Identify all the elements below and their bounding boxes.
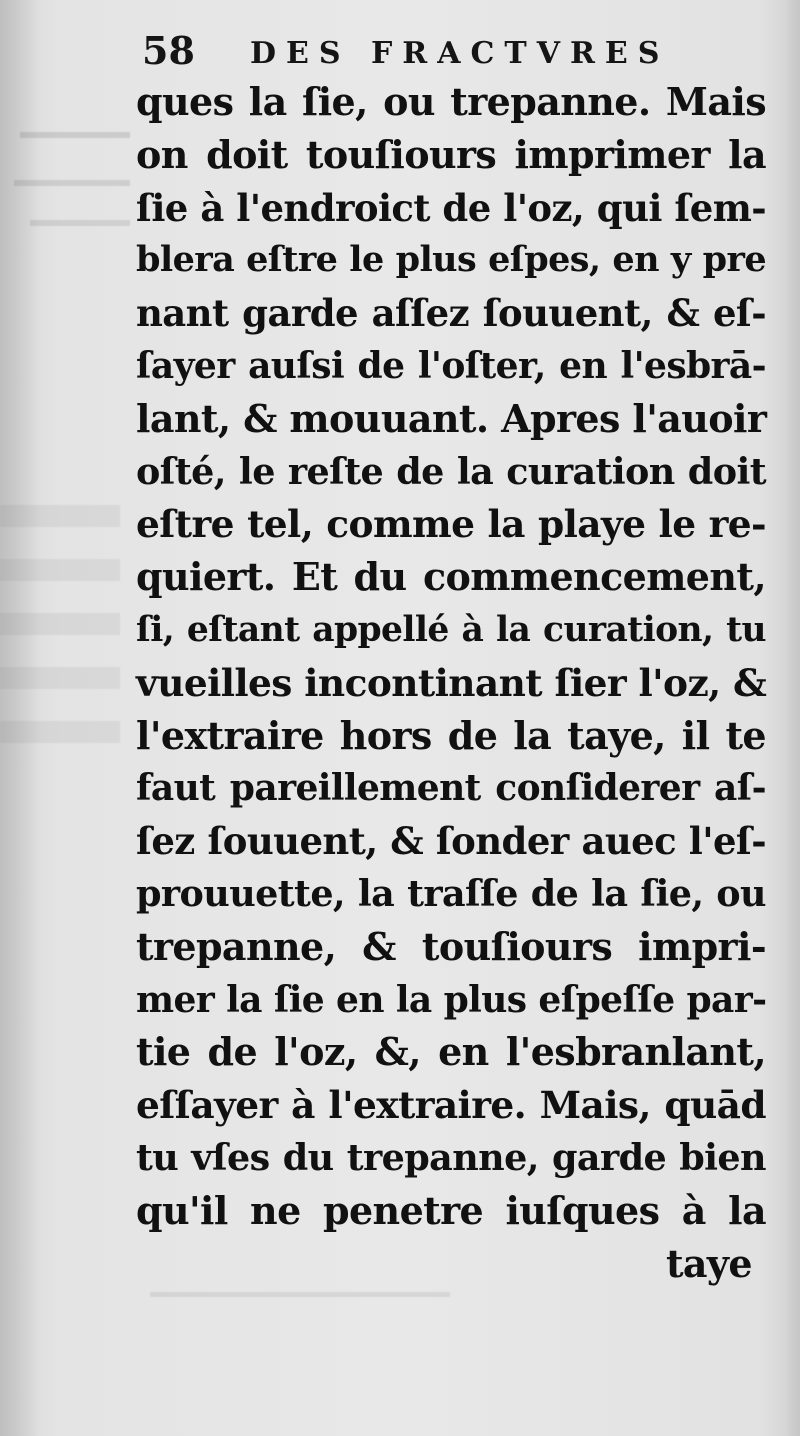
text-line: ques la ſie, ou trepanne. Mais [136,79,766,124]
page-number: 58 [142,28,195,73]
catchword: taye [665,1240,752,1286]
text-line: faut pareillement conſiderer aſ- [136,767,766,810]
text-line: tu vſes du trepanne, garde bien [136,1135,766,1179]
running-head-title: DES FRACTVRES [250,36,670,71]
text-line: ſayer auſsi de l'oſter, en l'esbrā- [136,344,766,387]
body-text [136,76,766,1290]
text-line: l'extraire hors de la taye, il te [136,712,766,758]
text-line: mer la ſie en la plus eſpeſſe par- [136,978,767,1021]
page-edge [786,0,800,1436]
bleed-through-mark [20,92,130,138]
text-line: trepanne, & touſiours impri- [136,923,766,969]
text-line: ſez ſouuent, & ſonder auec l'eſ- [136,819,766,864]
bleed-through-mark [14,146,130,186]
bleed-through-mark [0,505,120,755]
text-line: ſi, eſtant appellé à la curation, tu [136,609,766,650]
text-line: nant garde aſſez ſouuent, & eſ- [136,291,766,336]
text-line: quiert. Et du commencement, [136,554,766,600]
text-line: ſie à l'endroict de l'oz, qui ſem- [136,185,766,230]
text-line: oſté, le reſte de la curation doit [136,449,766,493]
bleed-through-mark [30,190,130,226]
text-line: on doit touſiours imprimer la [136,131,766,177]
text-line: vueilles incontinant ſier l'oz, & [136,660,767,705]
text-line: prouuette, la traſſe de la ſie, ou [136,871,766,915]
text-line: qu'il ne penetre iuſques à la [136,1187,766,1233]
text-line: eſtre tel, comme la playe le re- [136,502,766,547]
text-line: blera eſtre le plus eſpes, en y pre [136,239,766,281]
text-line: tie de l'oz, &, en l'esbranlant, [136,1029,766,1075]
text-line: lant, & mouuant. Apres l'auoir [136,395,767,441]
text-line: eſſayer à l'extraire. Mais, quād [136,1083,766,1128]
